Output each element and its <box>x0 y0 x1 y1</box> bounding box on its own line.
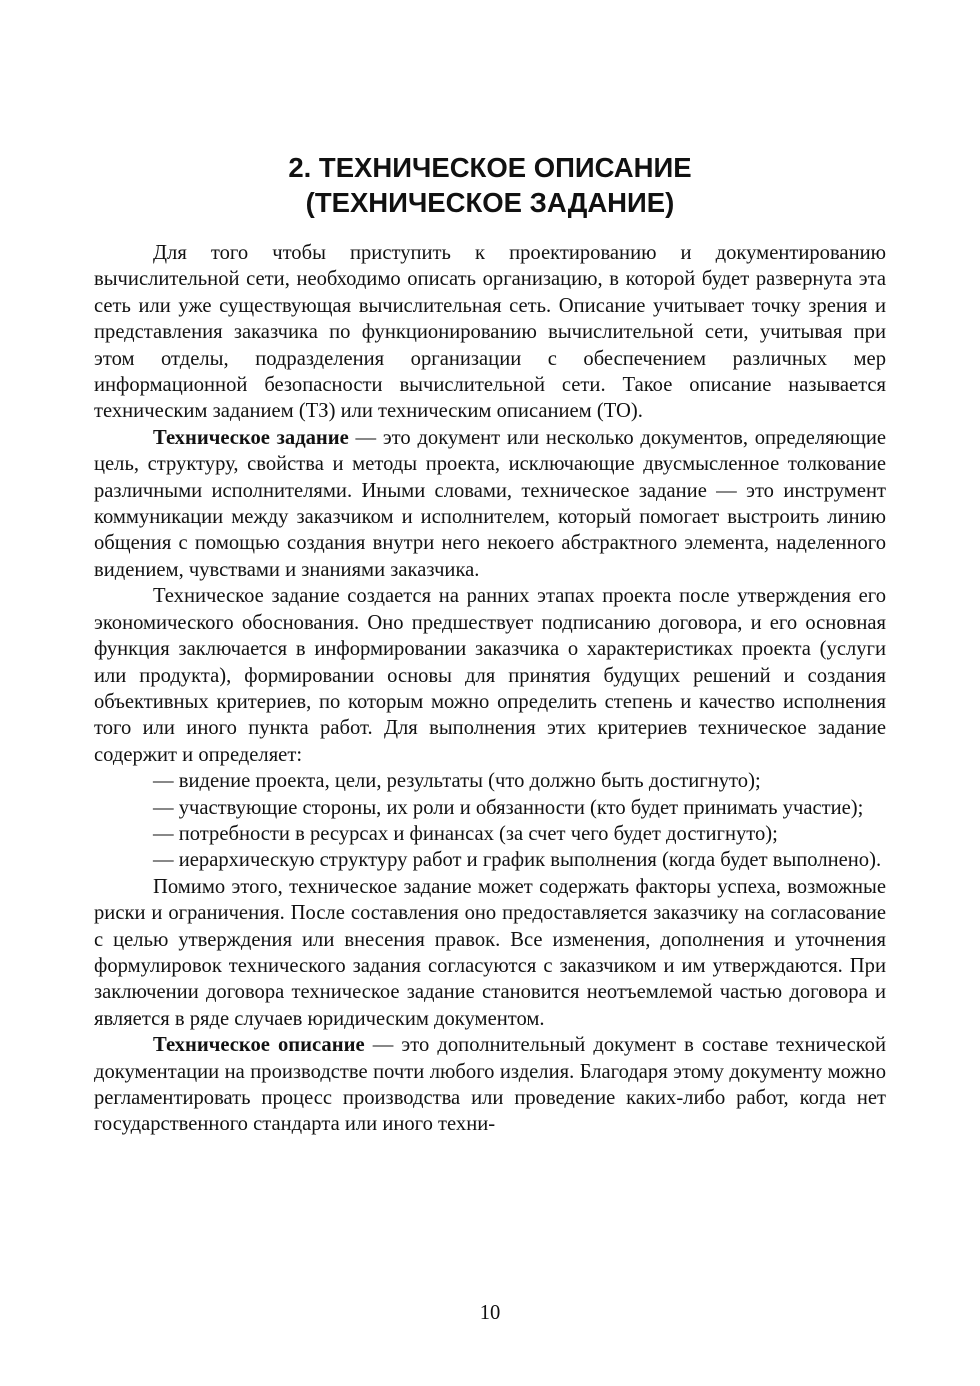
paragraph-to-definition <box>94 1032 886 1138</box>
chapter-title-line-2: (ТЕХНИЧЕСКОЕ ЗАДАНИЕ) <box>305 187 675 218</box>
list-item: — видение проекта, цели, результаты (что должно быть достигнуто); <box>153 770 761 793</box>
list-item: — иерархическую структуру работ и график выполнения (когда будет выполнено). <box>153 849 882 872</box>
body-text <box>94 240 886 1138</box>
to-definition-text: — это дополнительный документ в составе технической документации на производстве почти любого изделия. Благодаря этому документу можно регламентировать процесс производства или проведение каких-либо работ, когда нет государственного стандарта или иного техни- <box>94 1034 886 1136</box>
chapter-title <box>94 150 886 220</box>
paragraph-tz-creation: Техническое задание создается на ранних этапах проекта после утверждения его экономического обоснования. Оно предшествует подписанию договора, и его основная функция заключается в информировании заказчика о характеристиках проекта (услуги или продукта), формировании основы для принятия будущих решений и создания объективных критериев, по которым можно определить степень и качество исполнения того или иного пункта работ. Для выполнения этих критериев техническое задание содержит и определяет: <box>94 585 886 766</box>
term-technical-description: Техническое описание <box>153 1034 365 1057</box>
page-number: 10 <box>479 1302 501 1324</box>
paragraph-success-factors: Помимо этого, техническое задание может содержать факторы успеха, возможные риски и ограничения. После составления оно предоставляется заказчику на согласование с целью утверждения или внесения правок. Все изменения, дополнения и уточнения формулировок технического задания согласуются с заказчиком и им утверждаются. При заключении договора техническое задание становится неотъемлемой частью договора и является в ряде случаев юридическим документом. <box>94 875 886 1030</box>
list-item: — участвующие стороны, их роли и обязанности (кто будет принимать участие); <box>153 796 864 819</box>
list-item: — потребности в ресурсах и финансах (за счет чего будет достигнуто); <box>153 822 778 845</box>
chapter-title-line-1: 2. ТЕХНИЧЕСКОЕ ОПИСАНИЕ <box>288 152 692 183</box>
paragraph-tz-definition <box>94 425 886 583</box>
tz-definition-text: — это документ или несколько документов, определяющие цель, структуру, свойства и методы проекта, исключающие двусмысленное толкование различными исполнителями. Иными словами, техническое задание — это инструмент коммуникации между заказчиком и исполнителем, который помогает выстроить линию общения с помощью создания внутри него некоего абстрактного элемента, наделенного видением, чувствами и знаниями заказчика. <box>94 426 886 581</box>
term-technical-assignment: Техническое задание <box>153 426 349 449</box>
paragraph-intro: Для того чтобы приступить к проектированию и документированию вычислительной сети, необходимо описать организацию, в которой будет развернута эта сеть или уже существующая вычислительная сеть. Описание учитывает точку зрения и представления заказчика по функционированию вычислительной сети, учитывая при этом отделы, подразделения организации с обеспечением различных мер информационной безопасности вычислительной сети. Такое описание называется техническим заданием (ТЗ) или техническим описанием (ТО). <box>94 242 886 423</box>
